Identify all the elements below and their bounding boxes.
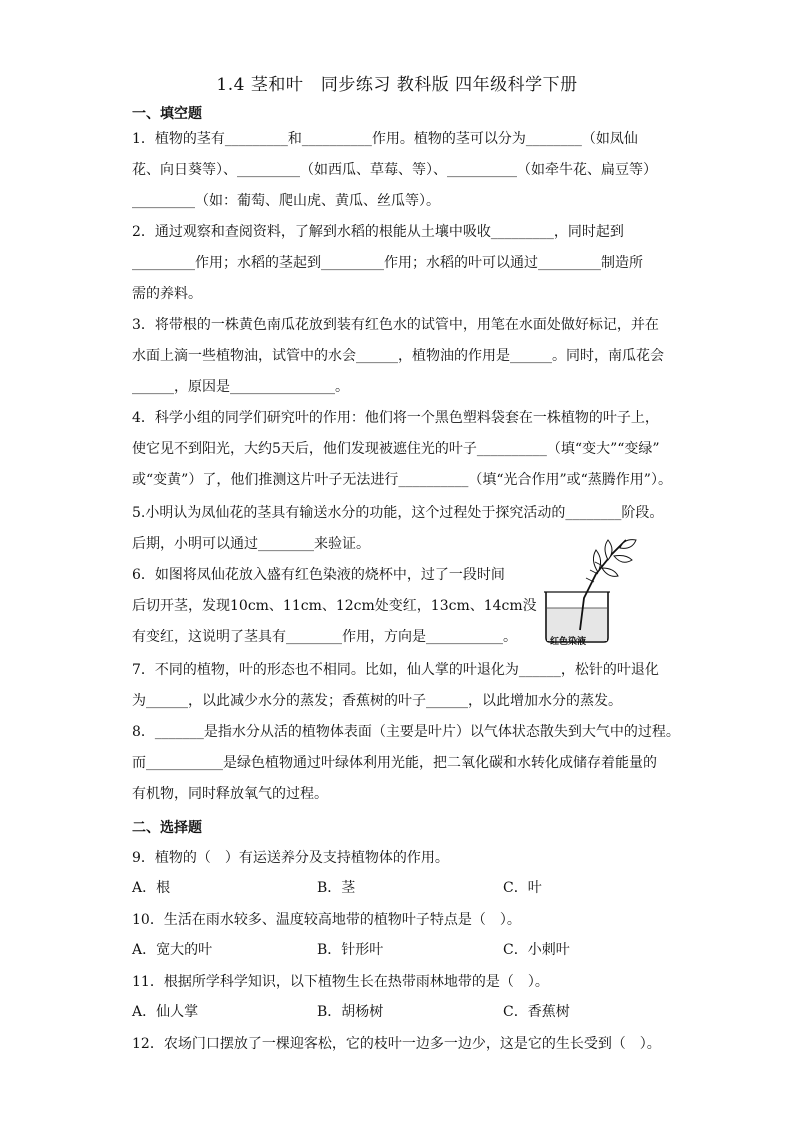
- choice-a[interactable]: A．仙人掌: [132, 1004, 199, 1020]
- question-stem: 12．农场门口摆放了一棵迎客松，它的枝叶一边多一边少，这是它的生长受到（ ）。: [132, 1036, 661, 1052]
- text-line: 6．如图将凤仙花放入盛有红色染液的烧杯中，过了一段时间: [132, 567, 505, 583]
- text-line: 使它见不到阳光，大约5天后，他们发现被遮住光的叶子__________（填“变大”“变绿”: [132, 441, 660, 457]
- text-line: 5.小明认为凤仙花的茎具有输送水分的功能，这个过程处于探究活动的________阶段。: [132, 505, 664, 521]
- text-line: 8．_______是指水分从活的植物体表面（主要是叶片）以气体状态散失到大气中的过程。: [132, 724, 680, 740]
- choice-b[interactable]: B．胡杨树: [317, 1004, 384, 1020]
- text-line: 2．通过观察和查阅资料，了解到水稻的根能从土壤中吸收_________，同时起到: [132, 224, 624, 240]
- text-line: 有变红，这说明了茎具有________作用，方向是___________。: [132, 629, 517, 645]
- text-line: 后期，小明可以通过________来验证。: [132, 536, 370, 552]
- text-line: 需的养料。: [132, 286, 202, 302]
- text-line: ______，原因是_______________。: [132, 379, 349, 395]
- text-line: 水面上滴一些植物油，试管中的水会______，植物油的作用是______。同时，南瓜花会: [132, 348, 664, 364]
- section-multiple-choice: 二、选择题: [132, 820, 202, 836]
- beaker-illustration: [540, 538, 650, 646]
- text-line: 而___________是绿色植物通过叶绿体利用光能，把二氧化碳和水转化成储存着能量的: [132, 755, 657, 771]
- choice-b[interactable]: B．茎: [317, 880, 356, 896]
- choice-a[interactable]: A．根: [132, 880, 171, 896]
- question-stem: 10．生活在雨水较多、温度较高地带的植物叶子特点是（ ）。: [132, 912, 521, 928]
- choice-a[interactable]: A．宽大的叶: [132, 942, 213, 958]
- choice-c[interactable]: C．小刺叶: [503, 942, 570, 958]
- text-line: 有机物，同时释放氧气的过程。: [132, 786, 328, 802]
- text-line: 4．科学小组的同学们研究叶的作用：他们将一个黑色塑料袋套在一株植物的叶子上，: [132, 410, 659, 426]
- text-line: 或“变黄”）了，他们推测这片叶子无法进行__________（填“光合作用”或“蒸腾作用”）。: [132, 472, 672, 488]
- choice-b[interactable]: B．针形叶: [317, 942, 384, 958]
- section-fill-in: 一、填空题: [132, 106, 202, 122]
- text-line: _________（如：葡萄、爬山虎、黄瓜、丝瓜等）。: [132, 193, 440, 209]
- question-stem: 11．根据所学科学知识，以下植物生长在热带雨林地带的是（ ）。: [132, 974, 549, 990]
- figure-caption: 红色染液: [550, 637, 587, 647]
- question-stem: 9．植物的（ ）有运送养分及支持植物体的作用。: [132, 850, 449, 866]
- text-line: 7．不同的植物，叶的形态也不相同。比如，仙人掌的叶退化为______，松针的叶退化: [132, 662, 659, 678]
- text-line: _________作用；水稻的茎起到_________作用；水稻的叶可以通过_________制造所: [132, 255, 643, 271]
- choice-c[interactable]: C．叶: [503, 880, 542, 896]
- text-line: 为______，以此减少水分的蒸发；香蕉树的叶子______，以此增加水分的蒸发。: [132, 693, 622, 709]
- text-line: 后切开茎，发现10cm、11cm、12cm处变红，13cm、14cm没: [132, 598, 537, 614]
- text-line: 3．将带根的一株黄色南瓜花放到装有红色水的试管中，用笔在水面处做好标记，并在: [132, 317, 659, 333]
- page-title: 1.4 茎和叶 同步练习 教科版 四年级科学下册: [216, 75, 578, 95]
- choice-c[interactable]: C．香蕉树: [503, 1004, 570, 1020]
- text-line: 花、向日葵等）、_________（如西瓜、草莓、等）、__________（如牵牛花、扁豆等）: [132, 162, 657, 178]
- text-line: 1．植物的茎有_________和__________作用。植物的茎可以分为________（如凤仙: [132, 131, 638, 147]
